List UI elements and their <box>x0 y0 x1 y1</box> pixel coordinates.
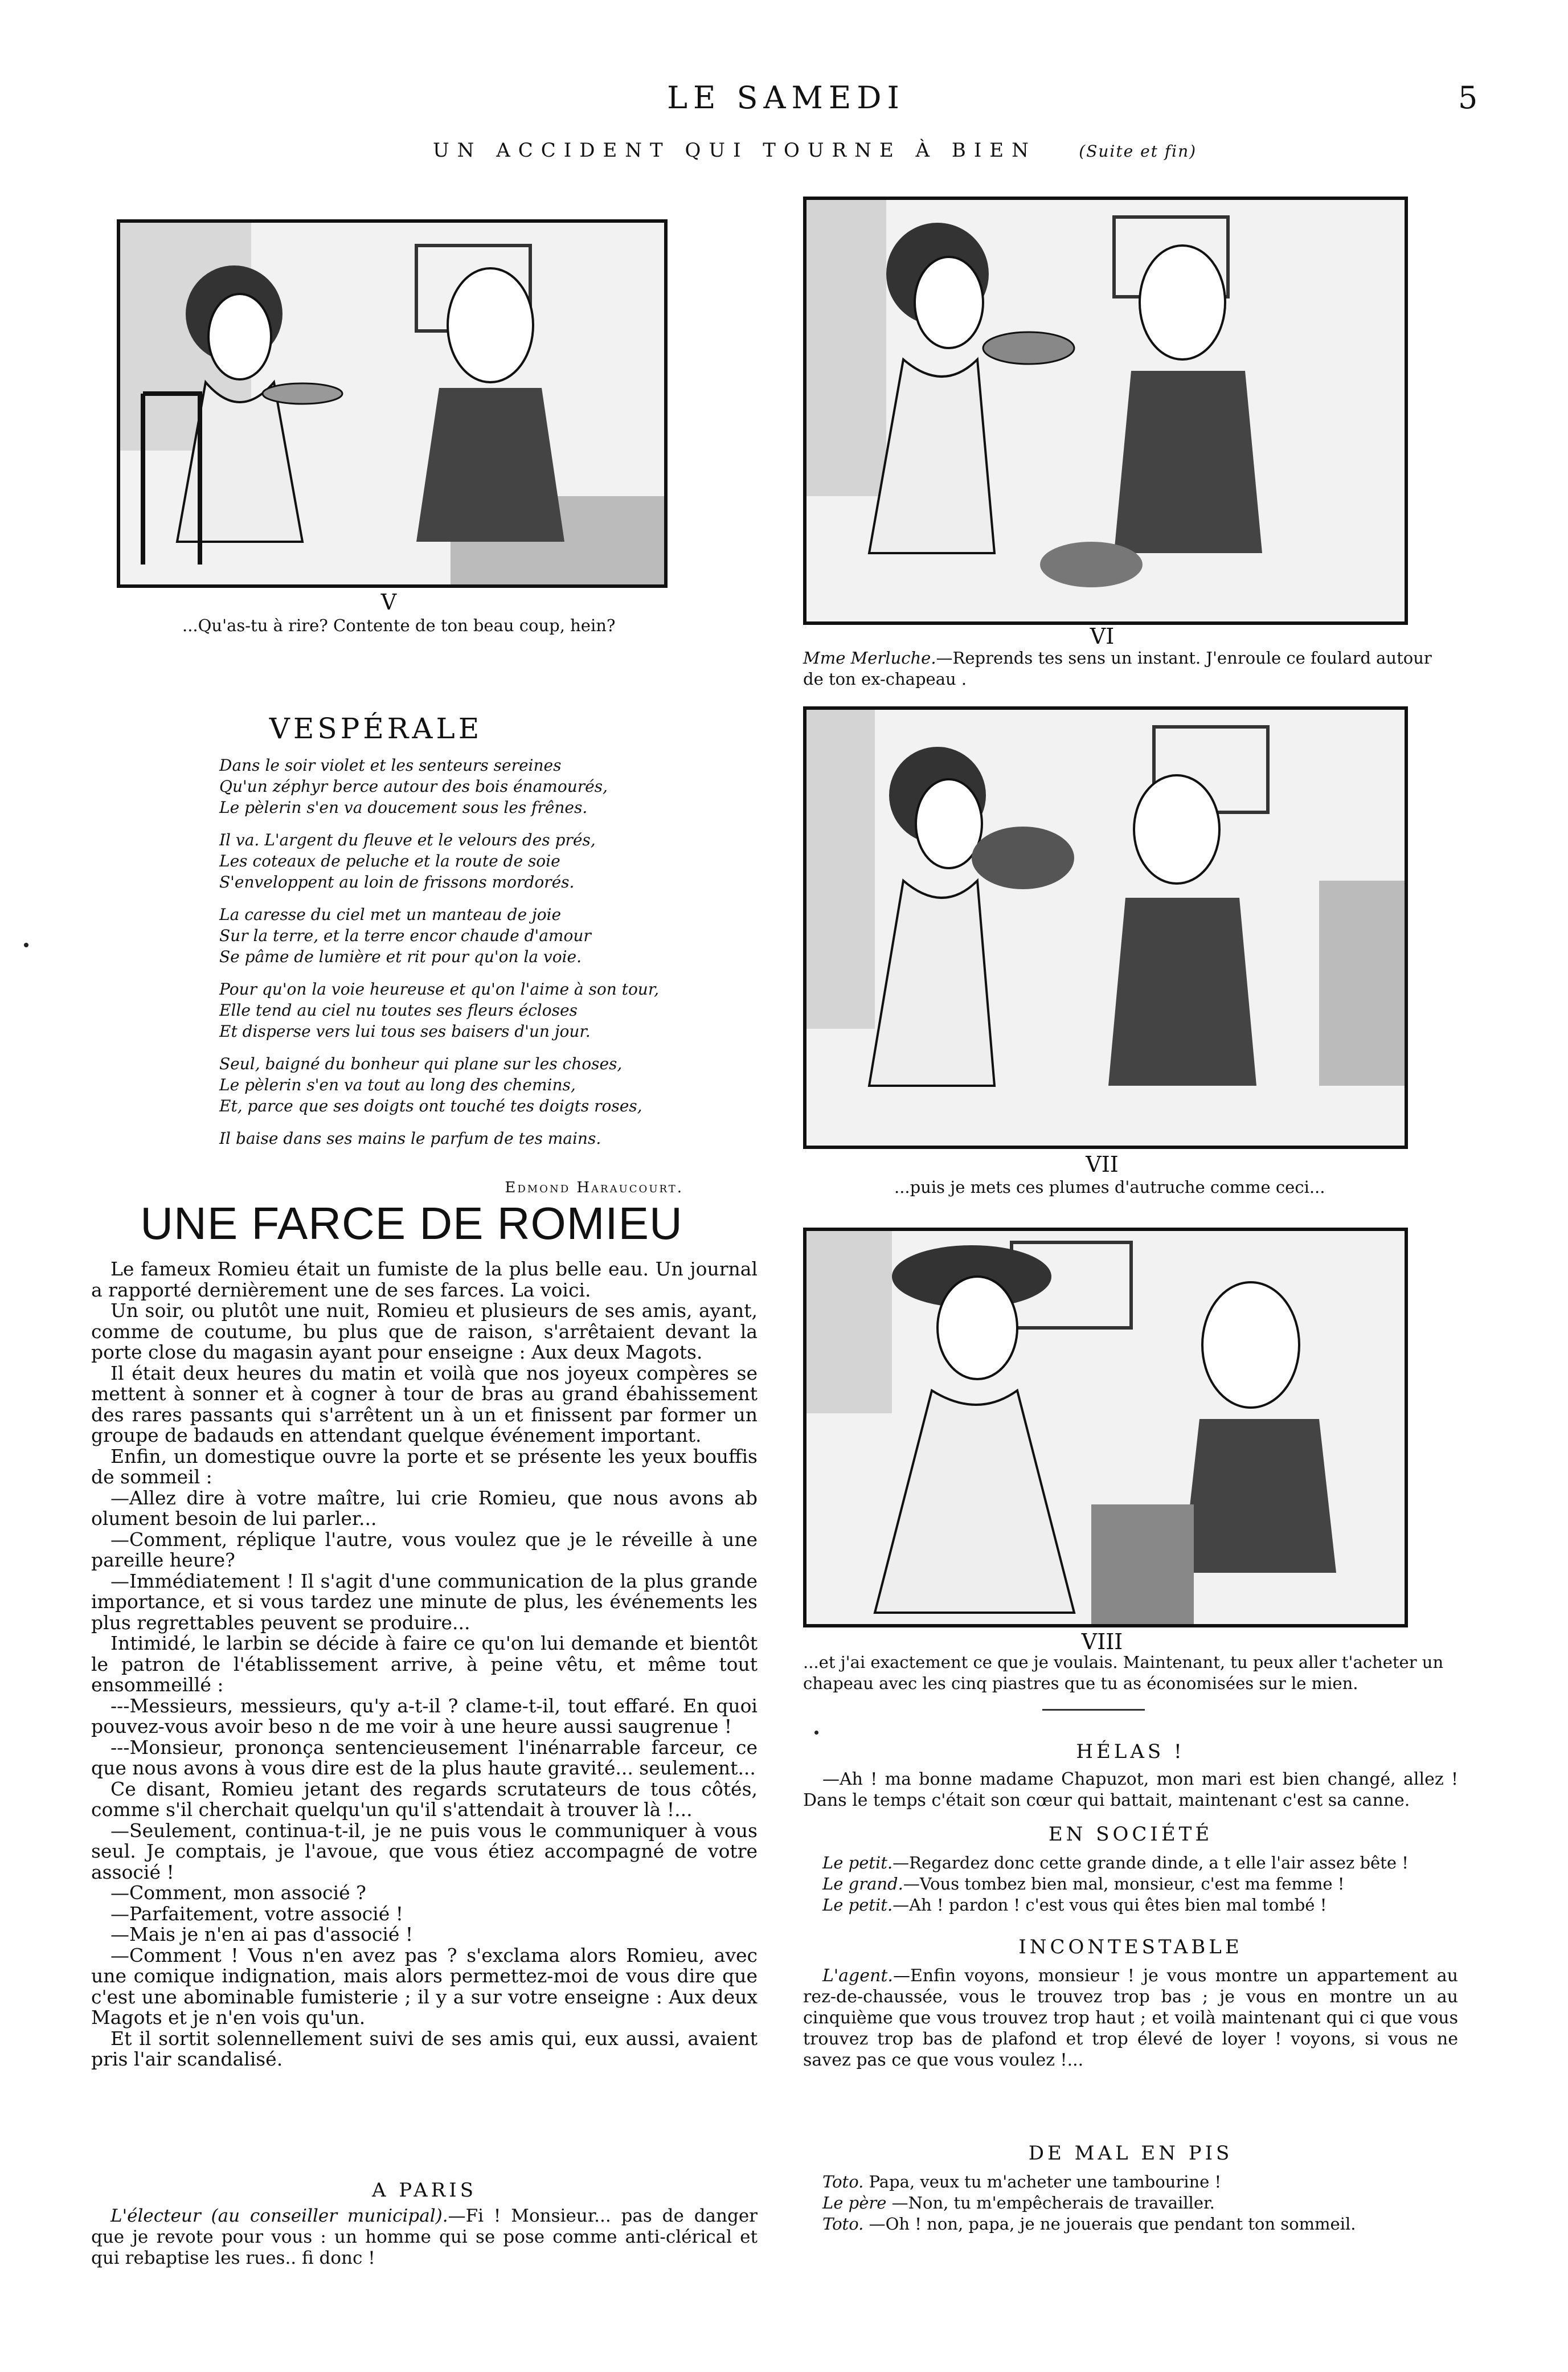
en-societe-text: —Ah ! pardon ! c'est vous qui êtes bien mal tombé ! <box>893 1895 1327 1915</box>
de-mal-en-pis-line <box>803 2171 1458 2193</box>
panel-vi-caption-text: —Reprends tes sens un instant. J'enroule ce foulard autour de ton ex-chapeau . <box>803 648 1432 689</box>
incontestable-body <box>803 1965 1458 2071</box>
article-paragraph: —Mais je n'en ai pas d'associé ! <box>110 1923 414 1945</box>
de-mal-en-pis-speaker: Toto. <box>822 2172 864 2191</box>
de-mal-en-pis-text: —Non, tu m'empêcherais de travailler. <box>891 2193 1215 2212</box>
helas-body <box>803 1769 1458 1811</box>
a-paris-text: —Fi ! Monsieur... pas de danger que je revote pour vous : un homme qui se pose comme anti-clérical et qui rebaptise les rues.. fi donc ! <box>91 2206 758 2268</box>
panel-vii-drawing <box>806 710 1405 1146</box>
section-divider <box>1042 1709 1145 1711</box>
en-societe-body <box>803 1852 1458 1916</box>
poem-stanza <box>219 755 692 818</box>
series-title <box>433 139 1197 162</box>
series-title-text: UN ACCIDENT QUI TOURNE À BIEN <box>433 139 1037 162</box>
poem-stanza <box>219 1128 692 1149</box>
article-paragraph: Ce disant, Romieu jetant des regards scrutateurs de tous côtés, comme s'il cherchait quelqu'un qu'il s'attendait à trouver là !... <box>91 1777 758 1821</box>
poem-stanza <box>219 829 692 893</box>
panel-vi-caption <box>803 648 1450 690</box>
article-paragraph: Le fameux Romieu était un fumiste de la plus belle eau. Un journal a rapporté dernièrement une de ses farces. La voici. <box>91 1258 758 1301</box>
a-paris-body <box>91 2206 758 2269</box>
article-paragraph: Il était deux heures du matin et voilà que nos joyeux compères se mettent à sonner et à cogner à tour de bras au grand ébahissement des rares passants qui s'arrêtent un à un et finissent par former un groupe de badauds en attendant quelque événement important. <box>91 1361 758 1446</box>
helas-text: —Ah ! ma bonne madame Chapuzot, mon mari est bien changé, allez ! Dans le temps c'était son cœur qui battait, maintenant c'est sa canne. <box>803 1769 1458 1810</box>
illustration-panel-vii <box>803 706 1408 1149</box>
article-paragraph: —Comment ! Vous n'en avez pas ? s'exclama alors Romieu, avec une comique indignation, mais alors permettez-moi de vous dire que c'est une abominable fumisterie ; il y a sur votre enseigne : Aux deux Magots et je n'en vois qu'un. <box>91 1944 758 2029</box>
margin-dot <box>814 1731 818 1735</box>
article-paragraph: —Parfaitement, votre associé ! <box>110 1902 404 1925</box>
panel-viii-drawing <box>806 1231 1405 1624</box>
en-societe-speaker: Le petit. <box>822 1853 893 1872</box>
en-societe-line <box>803 1874 1458 1895</box>
article-paragraph: —Comment, mon associé ? <box>110 1882 366 1904</box>
a-paris-paragraph <box>91 2206 758 2269</box>
poem-stanza <box>219 979 692 1042</box>
de-mal-en-pis-speaker: Toto. <box>822 2214 864 2234</box>
illustration-panel-viii <box>803 1228 1408 1627</box>
series-note: (Suite et fin) <box>1079 142 1197 161</box>
poem-line: La caresse du ciel met un manteau de joie <box>219 905 562 924</box>
article-paragraph: ---Monsieur, prononça sentencieusement l'inénarrable farceur, ce que nous avons à vous dire est de la plus haute gravité... seulement... <box>91 1736 758 1779</box>
poem-line: Et disperse vers lui tous ses baisers d'un jour. <box>219 1022 591 1041</box>
en-societe-title: EN SOCIÉTÉ <box>1048 1823 1213 1846</box>
panel-v-number: V <box>380 590 397 615</box>
margin-dot <box>24 943 28 947</box>
article-paragraph: ---Messieurs, messieurs, qu'y a-t-il ? clame-t-il, tout effaré. En quoi pouvez-vous avoir beso n de me voir à une heure aussi saugrenue ! <box>91 1694 758 1737</box>
illustration-panel-vi <box>803 197 1408 625</box>
panel-viii-number: VIII <box>1081 1629 1123 1654</box>
article-paragraph: Intimidé, le larbin se décide à faire ce qu'on lui demande et bientôt le patron de l'établissement arrive, à peine vêtu, et même tout ensommeillé : <box>91 1632 758 1696</box>
poem-line: Dans le soir violet et les senteurs sereines <box>219 756 562 775</box>
article-paragraph: —Allez dire à votre maître, lui crie Romieu, que nous avons ab olument besoin de lui parler... <box>91 1486 758 1529</box>
poem-body <box>219 755 692 1149</box>
poem-line: Seul, baigné du bonheur qui plane sur les choses, <box>219 1054 623 1073</box>
article-paragraph: —Immédiatement ! Il s'agit d'une communication de la plus grande importance, et si vous tardez une minute de plus, les événements les plus regrettables peuvent se produire... <box>91 1569 758 1634</box>
en-societe-line <box>803 1895 1458 1916</box>
page-number: 5 <box>1458 80 1478 116</box>
illustration-panel-v <box>117 219 668 588</box>
en-societe-text: —Vous tombez bien mal, monsieur, c'est ma femme ! <box>903 1874 1345 1893</box>
a-paris-speaker: L'électeur (au conseiller municipal). <box>110 2206 448 2226</box>
poem-line: Il baise dans ses mains le parfum de tes mains. <box>219 1129 601 1148</box>
article-paragraph: Enfin, un domestique ouvre la porte et se présente les yeux bouffis de sommeil : <box>91 1445 758 1488</box>
panel-vii-caption: ...puis je mets ces plumes d'autruche comme ceci... <box>894 1177 1325 1197</box>
panel-vi-number: VI <box>1090 624 1115 649</box>
poem-line: Le pèlerin s'en va doucement sous les frênes. <box>219 798 588 817</box>
article-title: UNE FARCE DE ROMIEU <box>140 1198 683 1249</box>
article-paragraph: —Seulement, continua-t-il, je ne puis vous le communiquer à vous seul. Je comptais, je l'avoue, que vous étiez accompagné de votre associé ! <box>91 1819 758 1883</box>
panel-v-drawing <box>120 223 664 584</box>
incontestable-speaker: L'agent. <box>822 1966 893 1986</box>
article-body <box>91 1259 758 2070</box>
helas-title: HÉLAS ! <box>1076 1740 1185 1763</box>
panel-viii-caption: ...et j'ai exactement ce que je voulais. Maintenant, tu peux aller t'acheter un chapeau avec les cinq piastres que tu as économisées sur le mien. <box>803 1653 1444 1693</box>
poem-author: Edmond Haraucourt. <box>505 1179 683 1196</box>
en-societe-line <box>803 1852 1458 1874</box>
page-header-title: LE SAMEDI <box>667 80 905 116</box>
en-societe-text: —Regardez donc cette grande dinde, a t elle l'air assez bête ! <box>893 1853 1409 1872</box>
poem-stanza <box>219 904 692 967</box>
poem-stanza <box>219 1053 692 1117</box>
poem-line: S'enveloppent au loin de frissons mordorés. <box>219 873 575 891</box>
poem-line: Pour qu'on la voie heureuse et qu'on l'aime à son tour, <box>219 980 660 999</box>
de-mal-en-pis-line <box>803 2214 1458 2235</box>
en-societe-speaker: Le petit. <box>822 1895 893 1915</box>
poem-line: Il va. L'argent du fleuve et le velours des prés, <box>219 831 596 849</box>
poem-line: Et, parce que ses doigts ont touché tes doigts roses, <box>219 1097 642 1115</box>
de-mal-en-pis-text: Papa, veux tu m'acheter une tambourine ! <box>869 2172 1222 2191</box>
article-paragraph: Un soir, ou plutôt une nuit, Romieu et plusieurs de ses amis, ayant, comme de coutume, bu plus que de raison, s'arrêtaient devant la porte close du magasin ayant pour enseigne : Aux deux Magots. <box>91 1299 758 1363</box>
poem-line: Se pâme de lumière et rit pour qu'on la voie. <box>219 947 582 966</box>
a-paris-title: A PARIS <box>372 2179 477 2202</box>
de-mal-en-pis-body <box>803 2171 1458 2235</box>
incontestable-title: INCONTESTABLE <box>1018 1936 1243 1958</box>
poem-title: VESPÉRALE <box>269 712 483 745</box>
panel-vii-number: VII <box>1086 1152 1119 1177</box>
panel-vi-speaker: Mme Merluche. <box>803 648 936 668</box>
panel-v-caption: ...Qu'as-tu à rire? Contente de ton beau coup, hein? <box>182 616 616 635</box>
de-mal-en-pis-speaker: Le père <box>822 2193 887 2212</box>
article-paragraph: Et il sortit solennellement suivi de ses amis qui, eux aussi, avaient pris l'air scandalisé. <box>91 2027 758 2070</box>
de-mal-en-pis-title: DE MAL EN PIS <box>1028 2142 1233 2165</box>
incontestable-paragraph <box>803 1965 1458 2071</box>
poem-line: Sur la terre, et la terre encor chaude d'amour <box>219 926 591 945</box>
panel-vi-drawing <box>806 200 1405 621</box>
de-mal-en-pis-line <box>803 2193 1458 2214</box>
en-societe-speaker: Le grand. <box>822 1874 903 1893</box>
poem-line: Elle tend au ciel nu toutes ses fleurs écloses <box>219 1001 578 1020</box>
incontestable-text: —Enfin voyons, monsieur ! je vous montre un appartement au rez-de-chaussée, vous le trouvez trop bas ; je vous en montre un au cinquième que vous trouvez trop haut ; et voilà maintenant qui ci que vous trouvez trop bas de plafond et trop élevé de loyer ! voyons, si vous ne savez pas ce que vous voulez !... <box>803 1966 1458 2070</box>
de-mal-en-pis-text: —Oh ! non, papa, je ne jouerais que pendant ton sommeil. <box>869 2214 1356 2234</box>
article-paragraph: —Comment, réplique l'autre, vous voulez que je le réveille à une pareille heure? <box>91 1528 758 1571</box>
poem-line: Les coteaux de peluche et la route de soie <box>219 852 560 870</box>
poem-line: Qu'un zéphyr berce autour des bois énamourés, <box>219 777 608 796</box>
poem-line: Le pèlerin s'en va tout au long des chemins, <box>219 1075 576 1094</box>
